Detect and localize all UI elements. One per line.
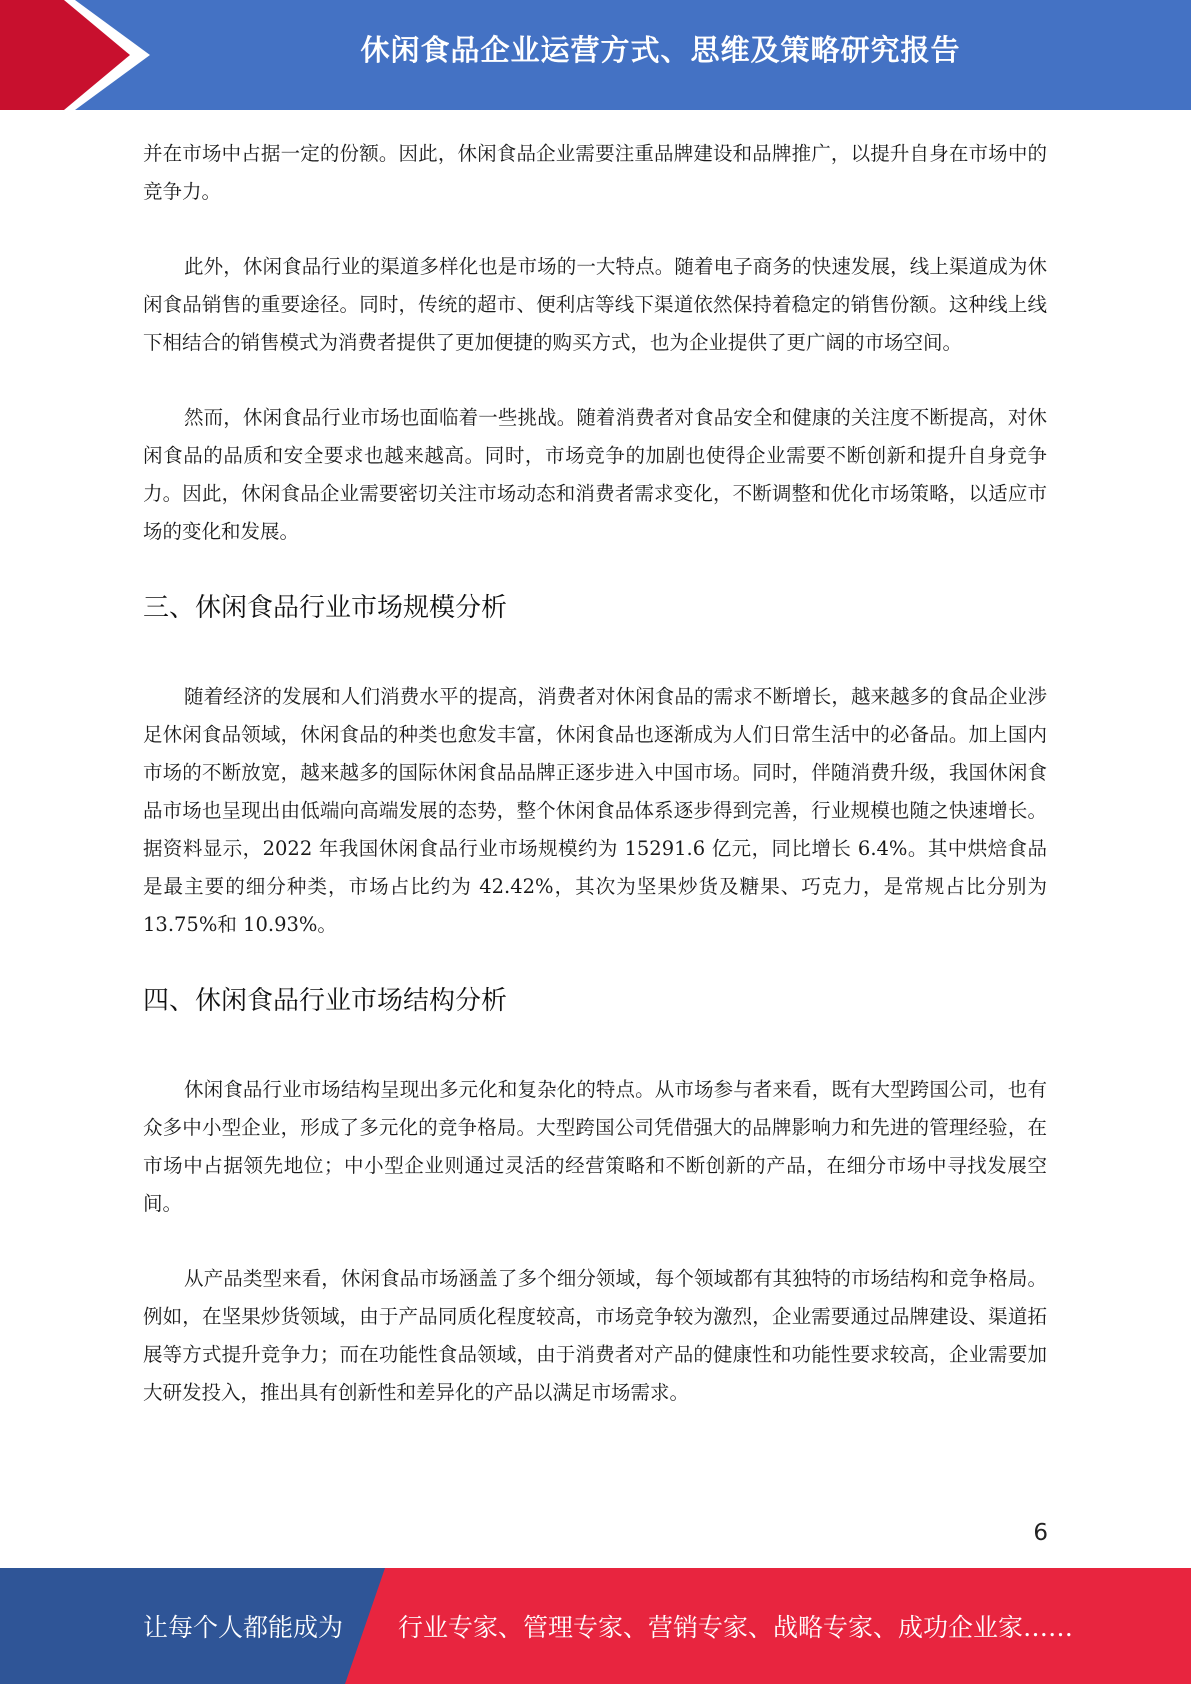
- paragraph-brand: 并在市场中占据一定的份额。因此，休闲食品企业需要注重品牌建设和品牌推广，以提升自身在市场中的竞争力。: [143, 142, 1047, 203]
- footer-slogan-left: 让每个人都能成为: [143, 1613, 344, 1642]
- paragraph-market-participants: 休闲食品行业市场结构呈现出多元化和复杂化的特点。从市场参与者来看，既有大型跨国公司，也有众多中小型企业，形成了多元化的竞争格局。大型跨国公司凭借强大的品牌影响力和先进的管理经验，在市场中占据领先地位；中小型企业则通过灵活的经营策略和不断创新的产品，在细分市场中寻找发展空间。: [143, 1078, 1047, 1215]
- report-title: 休闲食品企业运营方式、思维及策略研究报告: [360, 33, 961, 67]
- paragraph-product-types: 从产品类型来看，休闲食品市场涵盖了多个细分领域，每个领域都有其独特的市场结构和竞争格局。例如，在坚果炒货领域，由于产品同质化程度较高，市场竞争较为激烈，企业需要通过品牌建设、渠道拓展等方式提升竞争力；而在功能性食品领域，由于消费者对产品的健康性和功能性要求较高，企业需要加大研发投入，推出具有创新性和差异化的产品以满足市场需求。: [143, 1267, 1047, 1404]
- page-header: [0, 0, 1191, 110]
- paragraph-challenges: 然而，休闲食品行业市场也面临着一些挑战。随着消费者对食品安全和健康的关注度不断提高，对休闲食品的品质和安全要求也越来越高。同时，市场竞争的加剧也使得企业需要不断创新和提升自身竞争力。因此，休闲食品企业需要密切关注市场动态和消费者需求变化，不断调整和优化市场策略，以适应市场的变化和发展。: [143, 406, 1047, 543]
- header-arrow-shape: [0, 0, 160, 110]
- footer-slogan-right: 行业专家、管理专家、营销专家、战略专家、成功企业家……: [398, 1613, 1074, 1642]
- page-footer: [0, 1568, 1191, 1684]
- section-heading-market-structure: 四、休闲食品行业市场结构分析: [143, 986, 508, 1016]
- paragraph-channels: 此外，休闲食品行业的渠道多样化也是市场的一大特点。随着电子商务的快速发展，线上渠道成为休闲食品销售的重要途径。同时，传统的超市、便利店等线下渠道依然保持着稳定的销售份额。这种线上线下相结合的销售模式为消费者提供了更加便捷的购买方式，也为企业提供了更广阔的市场空间。: [143, 255, 1047, 354]
- paragraph-market-size: 随着经济的发展和人们消费水平的提高，消费者对休闲食品的需求不断增长，越来越多的食品企业涉足休闲食品领域，休闲食品的种类也愈发丰富，休闲食品也逐渐成为人们日常生活中的必备品。加上国内市场的不断放宽，越来越多的国际休闲食品品牌正逐步进入中国市场。同时，伴随消费升级，我国休闲食品市场也呈现出由低端向高端发展的态势，整个休闲食品体系逐步得到完善，行业规模也随之快速增长。据资料显示，2022 年我国休闲食品行业市场规模约为 15291.6 亿元，同比增长 6.4%。其中烘焙食品是最主要的细分种类，市场占比约为 42.42%，其次为坚果炒货及糖果、巧克力，是常规占比分别为 13.75%和 10.93%。: [143, 685, 1047, 936]
- section-heading-market-size: 三、休闲食品行业市场规模分析: [143, 593, 508, 623]
- page-content: [143, 135, 1047, 1449]
- page-number: 6: [1033, 1520, 1048, 1546]
